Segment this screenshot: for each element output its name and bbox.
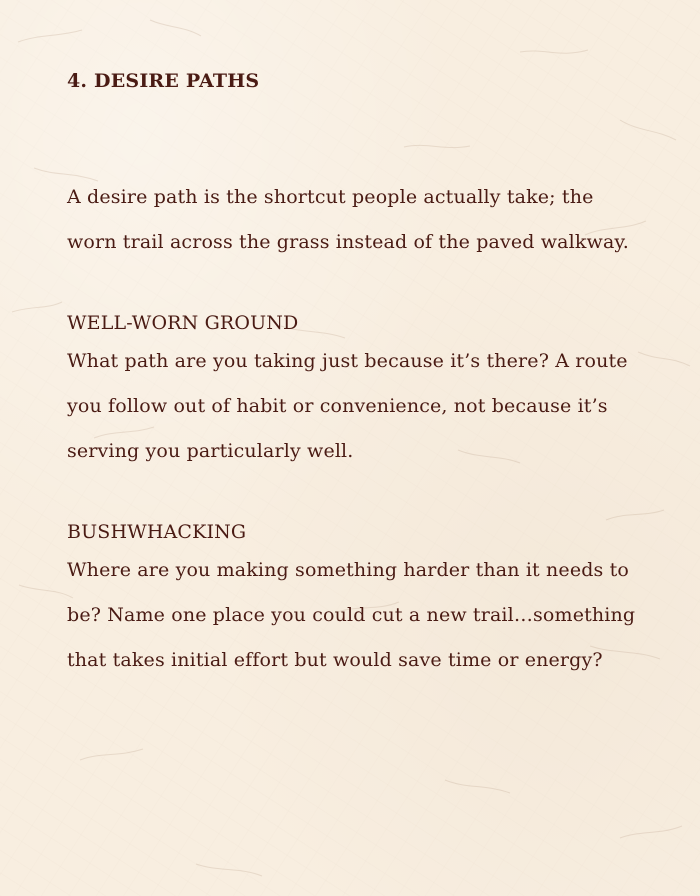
section-well-worn-ground bbox=[67, 307, 647, 474]
section-body: What path are you taking just because it’s there? A route you follow out of habit or convenience, not because it’s serving you particularly well. bbox=[67, 350, 628, 462]
intro-paragraph: A desire path is the shortcut people actually take; the worn trail across the grass instead of the paved walkway. bbox=[67, 186, 629, 253]
section-bushwhacking bbox=[67, 516, 647, 683]
section-heading: WELL-WORN GROUND bbox=[67, 312, 299, 334]
page-title: 4. DESIRE PATHS bbox=[67, 70, 260, 92]
worksheet-content bbox=[67, 66, 647, 683]
section-body: Where are you making something harder than it needs to be? Name one place you could cut a new trail…something that takes initial effort but would save time or energy? bbox=[67, 559, 636, 671]
section-heading: BUSHWHACKING bbox=[67, 521, 247, 543]
